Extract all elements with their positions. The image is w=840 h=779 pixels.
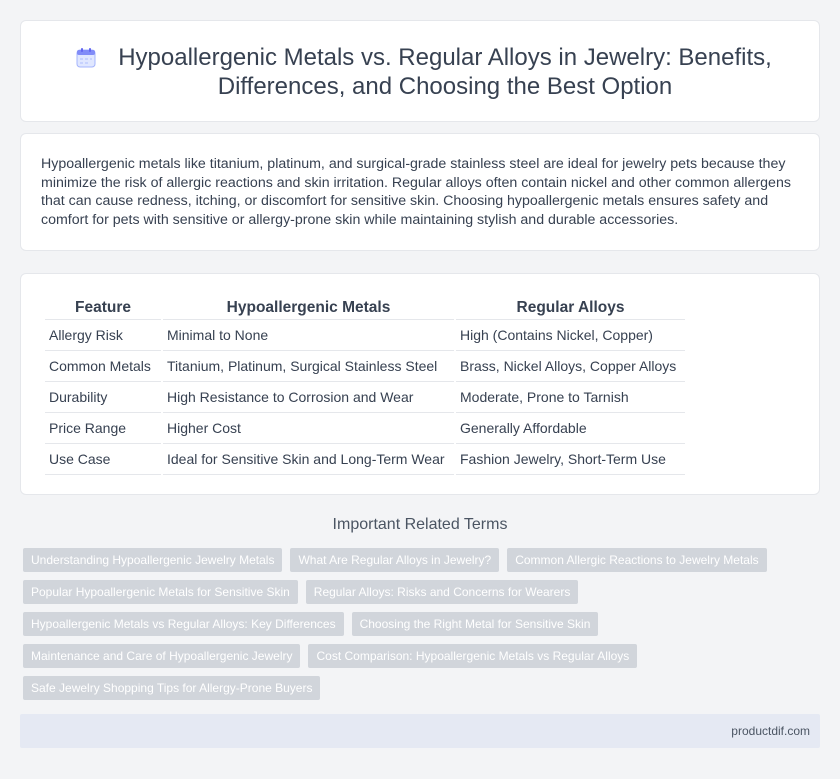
table-row xyxy=(45,413,685,444)
table-row xyxy=(45,351,685,382)
related-term-tag[interactable]: Maintenance and Care of Hypoallergenic Jewelry xyxy=(23,644,300,668)
header-feature: Feature xyxy=(45,296,161,320)
footer-site-link[interactable]: productdif.com xyxy=(731,724,810,738)
related-term-tag[interactable]: Popular Hypoallergenic Metals for Sensitive Skin xyxy=(23,580,298,604)
related-term-tag[interactable]: Safe Jewelry Shopping Tips for Allergy-Prone Buyers xyxy=(23,676,320,700)
cell-regular: Moderate, Prone to Tarnish xyxy=(456,382,685,413)
cell-regular: High (Contains Nickel, Copper) xyxy=(456,320,685,351)
header-regular: Regular Alloys xyxy=(456,296,685,320)
cell-hypoallergenic: Minimal to None xyxy=(163,320,454,351)
related-term-tag[interactable]: Cost Comparison: Hypoallergenic Metals vs Regular Alloys xyxy=(308,644,637,668)
cell-feature: Durability xyxy=(45,382,161,413)
table-row xyxy=(45,320,685,351)
table-header-row xyxy=(45,296,685,320)
page-title: Hypoallergenic Metals vs. Regular Alloys in Jewelry: Benefits, Differences, and Choosing the Best Option xyxy=(118,44,772,100)
header-card xyxy=(20,20,820,122)
related-term-tag[interactable]: Choosing the Right Metal for Sensitive Skin xyxy=(352,612,599,636)
cell-feature: Allergy Risk xyxy=(45,320,161,351)
cell-feature: Use Case xyxy=(45,444,161,475)
cell-hypoallergenic: Ideal for Sensitive Skin and Long-Term Wear xyxy=(163,444,454,475)
related-term-tag[interactable]: Understanding Hypoallergenic Jewelry Metals xyxy=(23,548,282,572)
cell-regular: Generally Affordable xyxy=(456,413,685,444)
cell-hypoallergenic: Higher Cost xyxy=(163,413,454,444)
cell-feature: Common Metals xyxy=(45,351,161,382)
intro-card xyxy=(20,133,820,251)
comparison-card xyxy=(20,273,820,495)
related-term-tag[interactable]: Regular Alloys: Risks and Concerns for Wearers xyxy=(306,580,579,604)
related-term-tag[interactable]: Hypoallergenic Metals vs Regular Alloys: Key Differences xyxy=(23,612,344,636)
footer xyxy=(20,714,820,748)
comparison-table xyxy=(43,296,687,475)
cell-hypoallergenic: Titanium, Platinum, Surgical Stainless Steel xyxy=(163,351,454,382)
header-hypoallergenic: Hypoallergenic Metals xyxy=(163,296,454,320)
table-row xyxy=(45,382,685,413)
related-term-tag[interactable]: Common Allergic Reactions to Jewelry Metals xyxy=(507,548,766,572)
cell-hypoallergenic: High Resistance to Corrosion and Wear xyxy=(163,382,454,413)
related-term-tag[interactable]: What Are Regular Alloys in Jewelry? xyxy=(290,548,499,572)
cell-feature: Price Range xyxy=(45,413,161,444)
related-terms-title: Important Related Terms xyxy=(332,516,508,533)
intro-paragraph: Hypoallergenic metals like titanium, platinum, and surgical-grade stainless steel are ideal for jewelry pets because they minimize the risk of allergic reactions and skin irritation. Regular alloys often contain nickel and other common allergens that can cause redness, itching, or discomfort for sensitive skin. Choosing hypoallergenic metals ensures safety and comfort for pets with sensitive or allergy-prone skin while maintaining stylish and durable accessories. xyxy=(41,156,791,228)
related-terms-list xyxy=(23,548,783,700)
cell-regular: Fashion Jewelry, Short-Term Use xyxy=(456,444,685,475)
cell-regular: Brass, Nickel Alloys, Copper Alloys xyxy=(456,351,685,382)
table-row xyxy=(45,444,685,475)
